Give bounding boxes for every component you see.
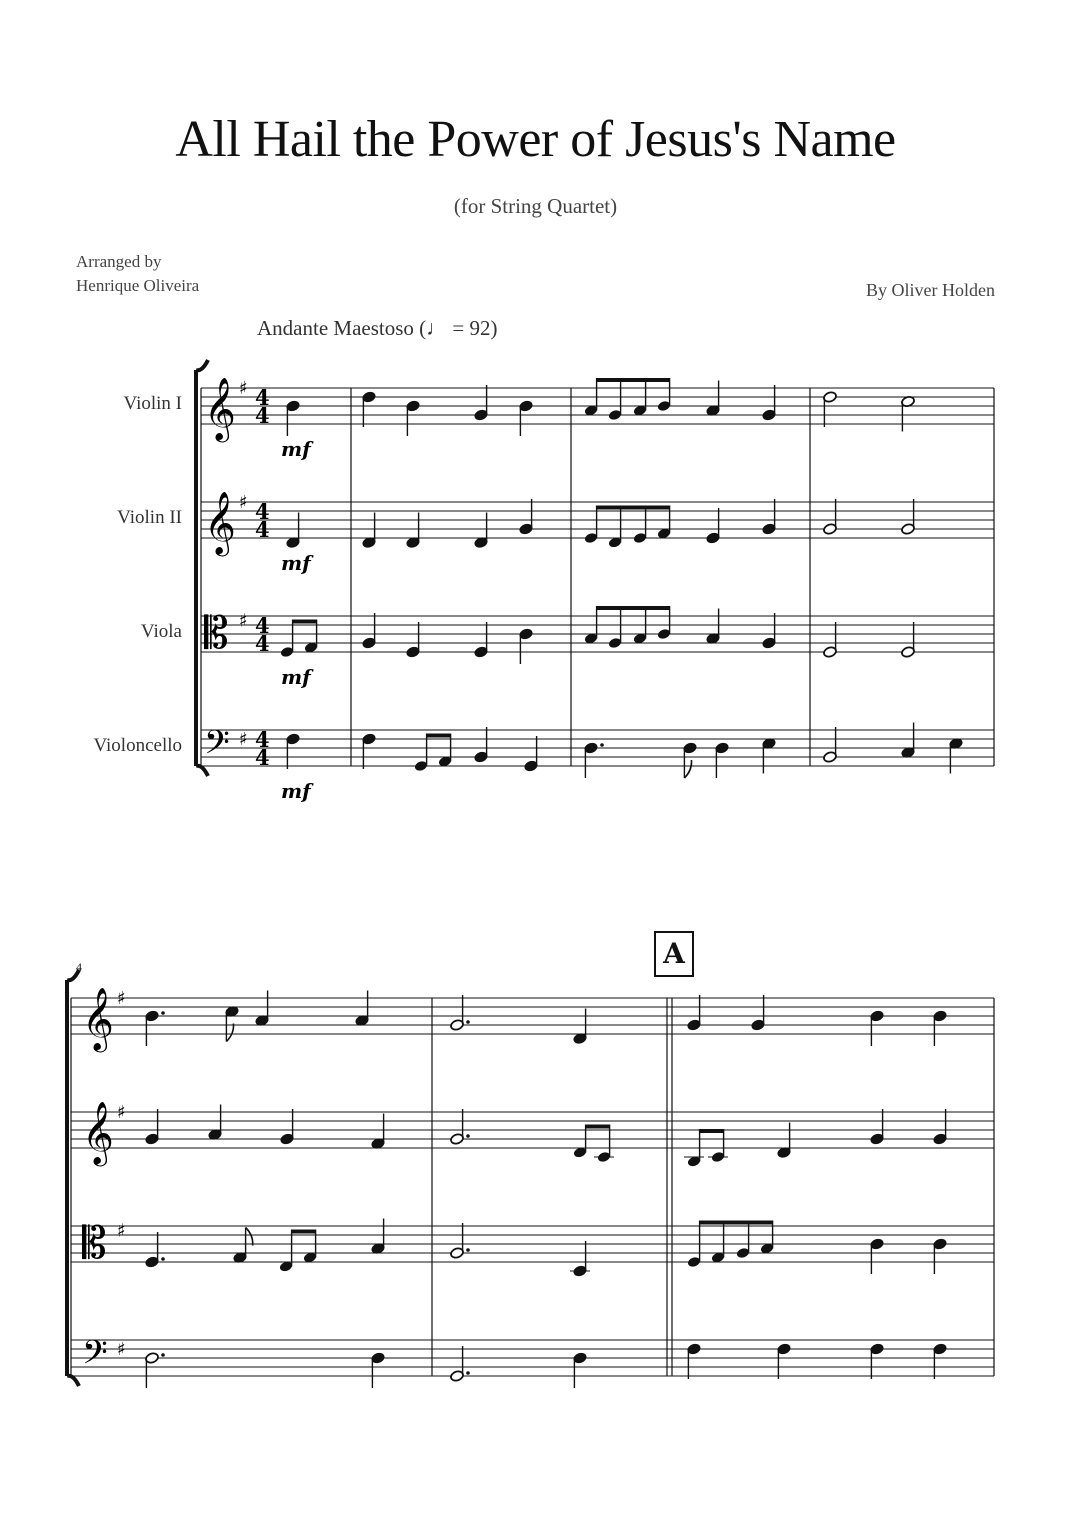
bass-clef-icon: 𝄢 xyxy=(204,724,230,770)
augmentation-dot xyxy=(466,1134,470,1138)
tempo-value: = 92) xyxy=(452,316,498,340)
instrument-label-cello: Violoncello xyxy=(93,735,182,756)
alto-clef-icon: 𝄡 xyxy=(204,608,229,659)
augmentation-dot xyxy=(161,1257,165,1261)
treble-clef-icon: 𝄞 xyxy=(82,1101,114,1164)
sharp-icon: ♯ xyxy=(239,492,248,513)
beam xyxy=(597,506,670,510)
sharp-icon: ♯ xyxy=(117,1339,126,1360)
beam xyxy=(700,1221,773,1225)
treble-clef-icon: 𝄞 xyxy=(82,987,114,1050)
treble-clef-icon: 𝄞 xyxy=(204,491,236,554)
dynamic-marking: mf xyxy=(281,779,311,803)
sharp-icon: ♯ xyxy=(117,1102,126,1123)
augmentation-dot xyxy=(161,1011,165,1015)
sharp-icon: ♯ xyxy=(239,378,248,399)
time-signature-denominator: 4 xyxy=(255,517,270,542)
system-bracket xyxy=(67,970,79,1386)
instrument-label-violin-1: Violin I xyxy=(123,393,182,414)
measure-number: 4 xyxy=(76,960,82,974)
time-signature-numerator: 4 xyxy=(255,613,270,638)
beam xyxy=(427,734,451,738)
beam xyxy=(597,606,670,610)
sharp-icon: ♯ xyxy=(239,729,248,750)
augmentation-dot xyxy=(466,1248,470,1252)
flag-icon xyxy=(684,760,691,778)
sharp-icon: ♯ xyxy=(239,610,248,632)
instrument-label-violin-2: Violin II xyxy=(117,507,182,528)
dynamic-marking: mf xyxy=(281,551,311,575)
instrument-label-viola: Viola xyxy=(140,621,182,642)
augmentation-dot xyxy=(161,1353,165,1357)
composer-credit: By Oliver Holden xyxy=(866,280,995,300)
bass-clef-icon: 𝄢 xyxy=(82,1334,108,1380)
augmentation-dot xyxy=(466,1371,470,1375)
score-subtitle: (for String Quartet) xyxy=(453,194,618,218)
beam xyxy=(597,378,670,382)
tempo-text: Andante Maestoso ( xyxy=(257,316,427,340)
beam xyxy=(700,1129,724,1133)
arranger-label: Arranged by xyxy=(76,252,162,271)
arranger-name: Henrique Oliveira xyxy=(76,276,200,295)
treble-clef-icon: 𝄞 xyxy=(204,377,236,440)
flag-icon xyxy=(226,1024,233,1042)
sharp-icon: ♯ xyxy=(117,988,126,1009)
augmentation-dot xyxy=(466,1020,470,1024)
flag-icon xyxy=(246,1228,253,1246)
beam xyxy=(293,620,317,624)
time-signature-numerator: 4 xyxy=(255,727,270,752)
time-signature-denominator: 4 xyxy=(255,403,270,428)
beam xyxy=(586,1125,610,1129)
time-signature-denominator: 4 xyxy=(255,745,270,770)
dynamic-marking: mf xyxy=(281,437,311,461)
alto-clef-icon: 𝄡 xyxy=(82,1218,107,1269)
dynamic-marking: mf xyxy=(281,665,311,689)
quarter-note-icon: ♩ xyxy=(426,316,448,340)
sharp-icon: ♯ xyxy=(117,1220,126,1242)
time-signature-numerator: 4 xyxy=(255,499,270,524)
time-signature-numerator: 4 xyxy=(255,385,270,410)
augmentation-dot xyxy=(600,743,604,747)
beam xyxy=(292,1230,316,1234)
time-signature-denominator: 4 xyxy=(255,631,270,656)
rehearsal-mark: A xyxy=(654,931,694,977)
score-title: All Hail the Power of Jesus's Name xyxy=(175,111,896,168)
